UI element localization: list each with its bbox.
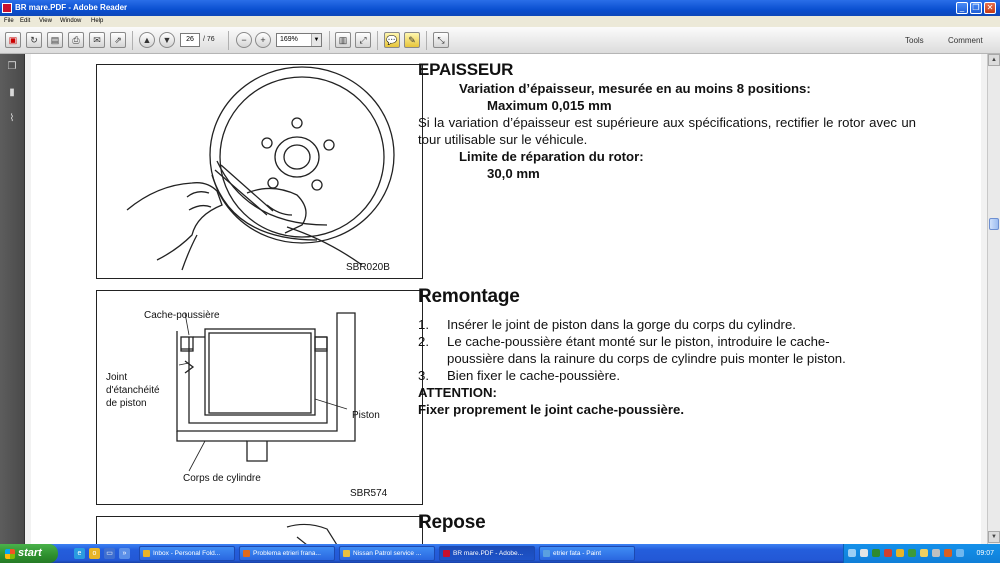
start-button[interactable] [0,544,58,563]
network-icon[interactable] [848,549,856,557]
minimize-button[interactable]: _ [956,2,968,14]
previous-page-icon[interactable]: ▲ [139,32,155,48]
volume-icon[interactable] [932,549,940,557]
page-total: / 76 [203,36,215,43]
toolbar-separator [132,31,133,50]
show-desktop-icon[interactable]: ▭ [104,548,115,559]
adobe-reader-icon [2,3,12,13]
taskbar-item-paint[interactable] [539,546,635,561]
rotor-illustration [97,65,421,277]
maximize-button[interactable]: ❐ [970,2,982,14]
attention-label: ATTENTION: [418,385,497,400]
start-label: start [18,547,42,559]
sticky-note-icon[interactable]: 💬 [384,32,400,48]
tray-app-icon[interactable] [920,549,928,557]
full-screen-icon[interactable]: ⤡ [433,32,449,48]
label-joint-line1: Joint [106,372,128,383]
label-joint-line2: d'étanchéité [106,385,160,396]
piston-cross-section [97,291,421,503]
list-item-continued: poussière dans la rainure du corps de cylindre puis monter le piston. [447,351,846,366]
print-icon[interactable]: ⎙ [68,32,84,48]
heading-remontage: Remontage [418,286,520,307]
taskbar-item-inbox[interactable] [139,546,235,561]
epaisseur-line2: Maximum 0,015 mm [487,98,612,113]
tray-app-icon[interactable] [884,549,892,557]
fit-page-icon[interactable]: ▥ [335,32,351,48]
zoom-out-icon[interactable]: − [236,32,252,48]
system-tray [843,544,1000,563]
figure-repose [96,516,423,544]
taskbar-item-label: Inbox - Personal Fold... [153,550,221,557]
toolbar-separator [377,31,378,50]
label-joint-line3: de piston [106,398,147,409]
outlook-icon[interactable]: o [89,548,100,559]
folder-icon [343,550,350,557]
epaisseur-paragraph: Si la variation d’épaisseur est supérieure aux spécifications, rectifier le rotor avec un tour utilisable sur le véhicule. [418,115,916,147]
taskbar-item-folder[interactable] [339,546,435,561]
list-item-number: 3. [418,368,429,383]
title-bar [0,0,1000,16]
open-icon[interactable]: ↻ [26,32,42,48]
ie-icon[interactable]: e [74,548,85,559]
fit-width-icon[interactable]: ⤢ [355,32,371,48]
list-item-number: 1. [418,317,429,332]
taskbar-item-label: etrier fata - Paint [553,550,602,557]
tray-app-icon[interactable] [896,549,904,557]
heading-epaisseur: EPAISSEUR [418,60,514,79]
list-item: Bien fixer le cache-poussière. [447,368,620,383]
comment-tab[interactable]: Comment [948,36,983,45]
epaisseur-line4: Limite de réparation du rotor: [459,149,644,164]
next-page-icon[interactable]: ▼ [159,32,175,48]
scroll-up-icon[interactable]: ▲ [988,54,1000,66]
share-icon[interactable]: ⇗ [110,32,126,48]
toolbar-separator [228,31,229,50]
vertical-scrollbar[interactable] [987,54,1000,544]
toolbar-separator [426,31,427,50]
page-number-input[interactable]: 26 [180,33,200,47]
taskbar-item-browser[interactable] [239,546,335,561]
list-item-number: 2. [418,334,429,349]
menu-edit[interactable]: Edit [20,18,31,24]
label-piston: Piston [352,410,380,421]
tray-app-icon[interactable] [872,549,880,557]
menu-file[interactable]: File [4,18,14,24]
repose-illustration [97,517,421,544]
taskbar-item-label: BR mare.PDF - Adobe... [453,550,524,557]
list-item: Le cache-poussière étant monté sur le piston, introduire le cache- [447,334,830,349]
epaisseur-line1: Variation d’épaisseur, mesurée en au moins 8 positions: [459,81,811,96]
zoom-in-icon[interactable]: + [255,32,271,48]
quicklaunch-icon[interactable]: » [119,548,130,559]
windows-logo-icon [5,549,15,559]
taskbar [0,544,1000,563]
email-icon[interactable]: ✉ [89,32,105,48]
taskbar-item-label: Problema etrieri frana... [253,550,321,557]
create-pdf-icon[interactable]: ▣ [5,32,21,48]
heading-repose: Repose [418,512,486,533]
clock[interactable]: 09:07 [976,550,994,557]
list-item: Insérer le joint de piston dans la gorge du corps du cylindre. [447,317,796,332]
navigation-pane [0,54,25,544]
save-icon[interactable]: ▤ [47,32,63,48]
attachment-icon[interactable]: ⌇ [9,113,15,124]
pages-icon[interactable]: ❐ [7,61,17,72]
tray-app-icon[interactable] [956,549,964,557]
close-button[interactable]: ✕ [984,2,996,14]
taskbar-item-label: Nissan Patrol service ... [353,550,422,557]
paint-icon [543,550,550,557]
label-cache-poussiere: Cache-poussière [144,310,220,321]
toolbar-separator [329,31,330,50]
document-view [25,54,987,544]
menu-window[interactable]: Window [60,18,82,24]
figure-code: SBR020B [346,262,390,273]
menu-bar [0,16,1000,27]
adobe-reader-icon [443,550,450,557]
tools-tab[interactable]: Tools [905,36,924,45]
menu-view[interactable]: View [39,18,52,24]
menu-help[interactable]: Help [91,18,104,24]
chevron-down-icon[interactable]: ▼ [311,34,321,46]
window-title: BR mare.PDF - Adobe Reader [15,3,128,12]
epaisseur-line5: 30,0 mm [487,166,540,181]
attention-text: Fixer proprement le joint cache-poussière. [418,402,685,417]
outlook-icon [143,550,150,557]
zoom-value: 169% [280,36,298,43]
tray-app-icon[interactable] [860,549,868,557]
label-corps-de-cylindre: Corps de cylindre [183,473,261,484]
figure-rotor-thickness [96,64,423,279]
figure-piston-section [96,290,423,505]
scroll-down-icon[interactable]: ▼ [988,531,1000,543]
scroll-thumb[interactable] [989,218,999,230]
bookmark-icon[interactable]: ▮ [9,87,15,98]
taskbar-item-adobe[interactable] [439,546,535,561]
firefox-icon [243,550,250,557]
tray-app-icon[interactable] [908,549,916,557]
zoom-select[interactable] [276,33,322,47]
figure-code: SBR574 [350,488,388,499]
tray-app-icon[interactable] [944,549,952,557]
highlight-icon[interactable]: ✎ [404,32,420,48]
